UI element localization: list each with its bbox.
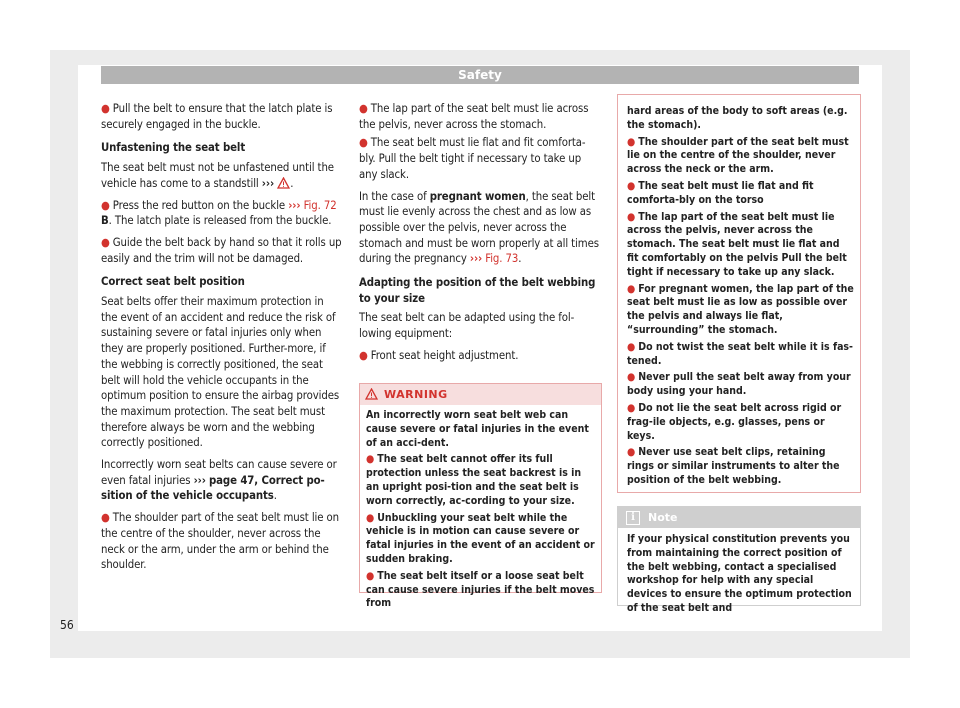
paragraph: ● Pull the belt to ensure that the latch plate is securely engaged in the buckle. [101,102,333,131]
bullet-icon: ● [627,371,636,384]
list-item: ● The shoulder part of the seat belt must lie on the centre of the shoulder, never across the neck or the arm. [627,135,849,176]
paragraph: Incorrectly worn seat belts can cause severe or even fatal injuries ››› page 47, Correct po-sition of the vehicle occupants. [101,458,337,503]
fig-72-link[interactable]: Fig. 72 [303,198,337,212]
warning-continuation-box [617,94,861,493]
paragraph: In the case of pregnant women, the seat belt must lie evenly across the chest and as low as possible over the pelvis, never across the stomach and must be worn properly at all times during the pregnancy ››› Fig. 73. [359,189,599,266]
list-item: ● The seat belt must lie flat and fit comforta-bly on the torso [627,179,814,206]
subheading-correct-position: Correct seat belt position [101,275,245,289]
list-item: ● Never pull the seat belt away from your body using your hand. [627,371,851,398]
fig-73-link[interactable]: Fig. 73 [485,252,519,266]
paragraph: ● Front seat height adjustment. [359,348,519,362]
bullet-icon: ● [627,282,636,295]
subheading-unfastening: Unfastening the seat belt [101,141,246,155]
paragraph: Unfastening the seat belt The seat belt must not be unfastened until the vehicle has come to a standstill ››› . [101,140,343,191]
bullet-icon: ● [101,235,110,249]
warning-triangle-icon [365,388,378,400]
bullet-icon: ● [627,179,636,192]
bullet-icon: ● [627,446,636,459]
warning-continuation-body [618,95,860,488]
bullet-icon: ● [101,511,110,525]
list-item: ● Unbuckling your seat belt while the vehicle is in motion can cause severe or fatal injuries in the event of an accident or sudden braking. [366,511,595,565]
page-47-link[interactable]: page 47, Correct po-sition of the vehicle occupants [101,473,325,503]
note-title: Note [648,511,678,524]
bullet-icon: ● [366,511,375,524]
warning-intro: An incorrectly worn seat belt web can cause severe or fatal injuries in the event of an acci-dent. [366,409,589,449]
bullet-icon: ● [366,569,375,582]
bullet-icon: ● [359,348,368,362]
paragraph: ● The shoulder part of the seat belt must lie on the centre of the shoulder, never across the neck or the arm, under the arm or behind the shoulder. [101,511,340,572]
bullet-icon: ● [359,102,368,115]
warning-body [360,405,601,611]
list-item: ● Never use seat belt clips, retaining rings or similar instruments to alter the position of the belt webbing. [627,446,840,486]
paragraph: ● Guide the belt back by hand so that it rolls up easily and the trim will not be damaged. [101,235,342,265]
arrow-ref: ››› [288,198,301,212]
list-item: ● The seat belt cannot offer its full protection unless the seat backrest is in an upright posi-tion and the seat belt is worn correctly, ac-cording to your size. [366,453,582,507]
arrow-ref: ››› [469,252,483,266]
page-number: 56 [60,618,74,632]
list-item: ● Do not twist the seat belt while it is fas-tened. [627,340,853,367]
list-item: ● Do not lie the seat belt across rigid or frag-ile objects, e.g. glasses, pens or keys. [627,401,842,442]
column-middle [359,101,601,370]
paragraph: Adapting the position of the belt webbing to your size The seat belt can be adapted using the fol-lowing equipment: [359,275,601,342]
bullet-icon: ● [627,401,636,414]
list-item: ● For pregnant women, the lap part of the seat belt must lie as low as possible over the pelvis and always lie flat, “surrounding” the stomach. [627,282,854,336]
note-box [617,506,861,614]
bullet-icon: ● [366,453,375,466]
bullet-icon: ● [359,136,368,150]
arrow-ref: ››› [261,176,275,190]
bullet-icon: ● [627,340,636,353]
note-body: If your physical constitution prevents you from maintaining the correct position of the belt webbing, contact a specialised workshop for help with any special devices to ensure the optimum protection of the seat belt and [627,533,852,614]
list-item: ● The lap part of the seat belt must lie across the pelvis, never across the stomach. The seat belt must lie flat and fit comfortably on the pelvis Pull the belt tight if necessary to take up any slack. [627,210,847,278]
paragraph: ● The lap part of the seat belt must lie across the pelvis, never across the stomach. [359,102,589,131]
warning-title: WARNING [384,388,448,401]
bullet-icon: ● [101,102,110,115]
paragraph: ● The seat belt must lie flat and fit comforta-bly. Pull the belt tight if necessary to take up any slack. [359,136,586,181]
column-left [101,101,343,579]
subheading-adapting: Adapting the position of the belt webbing to your size [359,276,596,305]
bullet-icon: ● [101,198,110,212]
bullet-icon: ● [627,210,636,223]
paragraph: Correct seat belt position Seat belts offer their maximum protection in the event of an accident and reduce the risk of sustaining severe or fatal injuries only when they are properly positioned. Further-more, if the webbing is correctly positioned, the seat belt will hold the vehicle occupants in the optimum position to ensure the airbag provides the maximum protection. The seat belt must therefore always be worn and the webbing correctly positioned. [101,274,343,451]
bullet-icon: ● [627,135,636,148]
paragraph: ● Press the red button on the buckle ››› Fig. 72 B. The latch plate is released from the buckle. [101,198,337,228]
list-item: ● The seat belt itself or a loose seat belt can cause severe injuries if the belt moves from [366,569,595,610]
warning-header [360,384,601,405]
info-icon: i [626,511,640,525]
arrow-ref: ››› [193,473,206,487]
note-header [618,507,860,528]
warning-box [359,383,602,610]
section-header: Safety [101,66,859,84]
warning-triangle-icon [277,177,290,189]
warning-intro: hard areas of the body to soft areas (e.g. the stomach). [627,105,848,131]
